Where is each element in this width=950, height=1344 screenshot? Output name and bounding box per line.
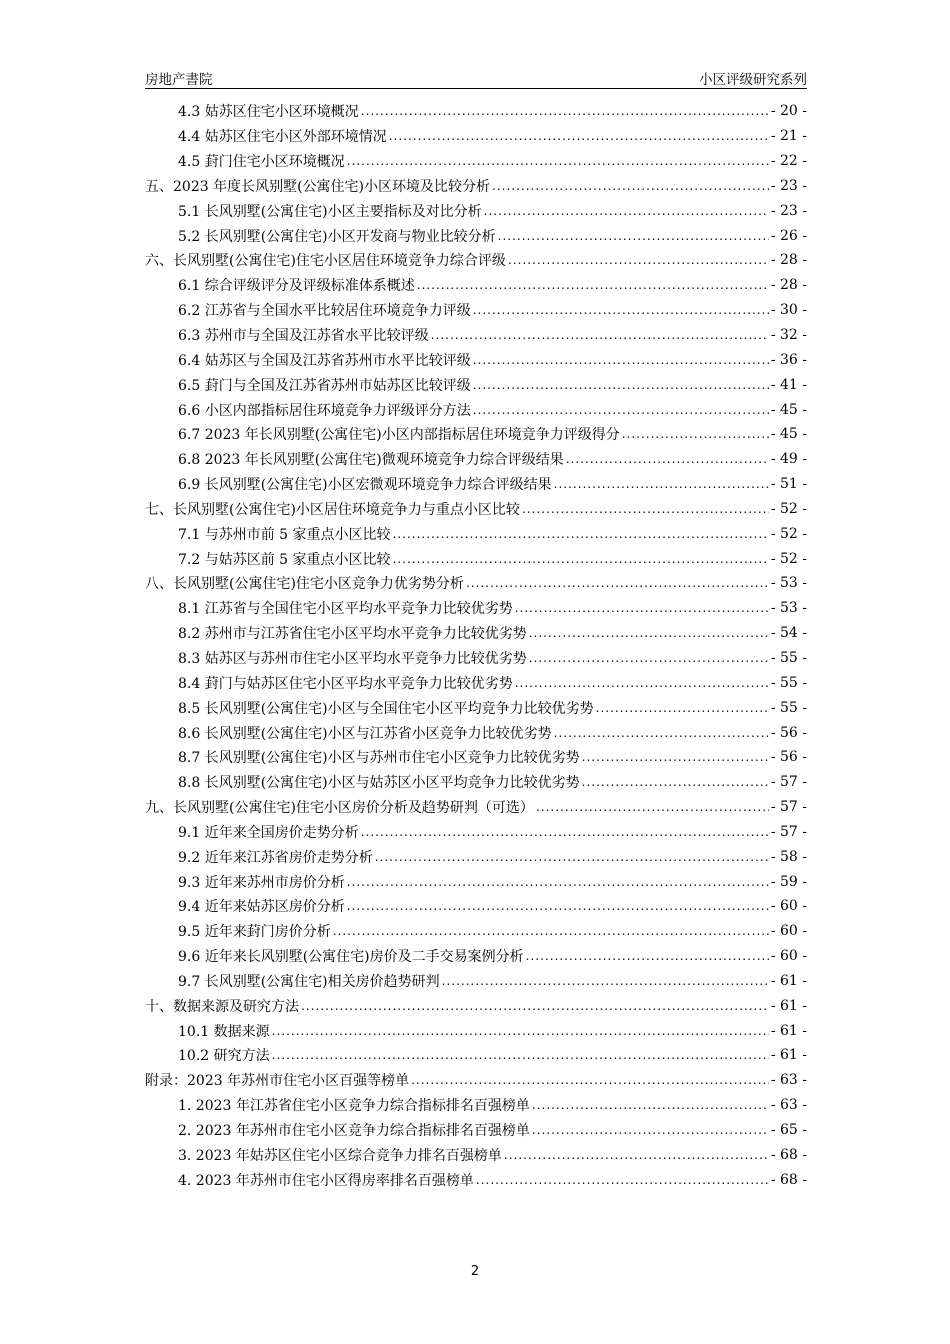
toc-entry-title: 6.2 江苏省与全国水平比较居住环境竞争力评级: [178, 303, 471, 320]
toc-entry-title: 6.4 姑苏区与全国及江苏省苏州市水平比较评级: [178, 352, 471, 369]
toc-entry-title: 8.2 苏州市与江苏省住宅小区平均水平竞争力比较优劣势: [178, 626, 527, 643]
header-right-text: 小区评级研究系列: [699, 72, 807, 88]
toc-entry-title: 五、2023 年度长风别墅(公寓住宅)小区环境及比较分析: [145, 178, 491, 195]
toc-dot-leader: [515, 601, 769, 615]
toc-entry-title: 六、长风别墅(公寓住宅)住宅小区居住环境竞争力综合评级: [145, 253, 506, 270]
toc-entry-title: 九、长风别墅(公寓住宅)住宅小区房价分析及趋势研判（可选）: [145, 800, 534, 817]
toc-entry-title: 七、长风别墅(公寓住宅)小区居住环境竞争力与重点小区比较: [145, 501, 520, 518]
toc-dot-leader: [272, 1048, 769, 1062]
toc-entry[interactable]: [145, 869, 807, 894]
toc-dot-leader: [504, 1148, 769, 1162]
toc-entry-page: - 52 -: [770, 525, 807, 542]
toc-entry-page: - 56 -: [770, 724, 807, 741]
toc-dot-leader: [411, 1073, 769, 1087]
toc-dot-leader: [272, 1024, 769, 1038]
toc-entry-title: 十、数据来源及研究方法: [145, 998, 299, 1015]
toc-entry-title: 1. 2023 年江苏省住宅小区竞争力综合指标排名百强榜单: [178, 1098, 530, 1115]
toc-dot-leader: [554, 726, 769, 740]
toc-entry-page: - 61 -: [770, 1047, 807, 1064]
toc-entry-page: - 32 -: [770, 327, 807, 344]
toc-entry[interactable]: [145, 248, 807, 273]
toc-dot-leader: [347, 154, 769, 168]
toc-entry[interactable]: [145, 695, 807, 720]
toc-dot-leader: [473, 303, 769, 317]
toc-entry-page: - 53 -: [770, 575, 807, 592]
toc-entry[interactable]: [145, 819, 807, 844]
toc-entry[interactable]: [145, 1093, 807, 1118]
toc-entry-page: - 45 -: [770, 401, 807, 418]
toc-dot-leader: [442, 974, 769, 988]
toc-dot-leader: [515, 676, 769, 690]
toc-dot-leader: [532, 1123, 769, 1137]
toc-entry-page: - 21 -: [770, 128, 807, 145]
toc-entry-title: 6.6 小区内部指标居住环境竞争力评级评分方法: [178, 402, 471, 419]
toc-entry-title: 9.7 长风别墅(公寓住宅)相关房价趋势研判: [178, 973, 440, 990]
toc-entry-page: - 55 -: [770, 674, 807, 691]
toc-entry[interactable]: [145, 174, 807, 199]
toc-entry[interactable]: [145, 323, 807, 348]
toc-entry-title: 附录：2023 年苏州市住宅小区百强等榜单: [145, 1073, 410, 1090]
toc-dot-leader: [582, 775, 769, 789]
toc-entry[interactable]: [145, 720, 807, 745]
page-header: [145, 66, 807, 89]
toc-entry-page: - 60 -: [770, 923, 807, 940]
toc-entry-title: 6.3 苏州市与全国及江苏省水平比较评级: [178, 328, 429, 345]
toc-entry[interactable]: [145, 198, 807, 223]
toc-entry[interactable]: [145, 571, 807, 596]
toc-dot-leader: [492, 179, 769, 193]
toc-entry-title: 4.5 葑门住宅小区环境概况: [178, 154, 345, 171]
toc-entry-page: - 60 -: [770, 948, 807, 965]
toc-entry-title: 8.1 江苏省与全国住宅小区平均水平竞争力比较优劣势: [178, 601, 513, 618]
toc-entry[interactable]: [145, 497, 807, 522]
toc-entry-page: - 45 -: [770, 426, 807, 443]
toc-dot-leader: [347, 899, 769, 913]
toc-entry[interactable]: [145, 770, 807, 795]
toc-entry[interactable]: [145, 745, 807, 770]
toc-entry-title: 7.2 与姑苏区前 5 家重点小区比较: [178, 551, 391, 568]
toc-entry-title: 8.3 姑苏区与苏州市住宅小区平均水平竞争力比较优劣势: [178, 650, 527, 667]
toc-entry-page: - 28 -: [770, 277, 807, 294]
toc-entry-page: - 61 -: [770, 1022, 807, 1039]
toc-dot-leader: [431, 328, 769, 342]
toc-entry[interactable]: [145, 223, 807, 248]
toc-entry-page: - 61 -: [770, 997, 807, 1014]
toc-dot-leader: [466, 576, 769, 590]
toc-entry-title: 3. 2023 年姑苏区住宅小区综合竞争力排名百强榜单: [178, 1147, 502, 1164]
toc-entry[interactable]: [145, 149, 807, 174]
toc-entry[interactable]: [145, 1118, 807, 1143]
toc-entry[interactable]: [145, 894, 807, 919]
toc-dot-leader: [476, 1173, 769, 1187]
toc-entry-page: - 63 -: [770, 1072, 807, 1089]
toc-entry[interactable]: [145, 1043, 807, 1068]
toc-entry-title: 9.5 近年来葑门房价分析: [178, 924, 331, 941]
toc-entry-title: 9.4 近年来姑苏区房价分析: [178, 899, 345, 916]
toc-entry-page: - 68 -: [770, 1146, 807, 1163]
toc-dot-leader: [393, 527, 769, 541]
toc-entry-page: - 57 -: [770, 799, 807, 816]
toc-entry-page: - 20 -: [770, 103, 807, 120]
toc-entry-title: 8.8 长风别墅(公寓住宅)小区与姑苏区小区平均竞争力比较优劣势: [178, 775, 580, 792]
toc-entry-page: - 41 -: [770, 376, 807, 393]
toc-entry-title: 8.5 长风别墅(公寓住宅)小区与全国住宅小区平均竞争力比较优劣势: [178, 700, 594, 717]
toc-entry-title: 9.6 近年来长风别墅(公寓住宅)房价及二手交易案例分析: [178, 949, 524, 966]
toc-entry-title: 4.3 姑苏区住宅小区环境概况: [178, 104, 359, 121]
toc-entry-page: - 51 -: [770, 476, 807, 493]
toc-entry-title: 10.1 数据来源: [178, 1023, 270, 1040]
toc-entry-title: 6.1 综合评级评分及评级标准体系概述: [178, 278, 415, 295]
toc-entry-page: - 52 -: [770, 550, 807, 567]
toc-entry-title: 5.2 长风别墅(公寓住宅)小区开发商与物业比较分析: [178, 228, 496, 245]
toc-entry-title: 6.7 2023 年长风别墅(公寓住宅)小区内部指标居住环境竞争力评级得分: [178, 427, 620, 444]
toc-dot-leader: [393, 552, 769, 566]
toc-entry-title: 4.4 姑苏区住宅小区外部环境情况: [178, 129, 387, 146]
toc-entry-page: - 57 -: [770, 823, 807, 840]
toc-dot-leader: [526, 949, 769, 963]
toc-entry-page: - 60 -: [770, 898, 807, 915]
toc-dot-leader: [554, 477, 769, 491]
toc-dot-leader: [347, 875, 769, 889]
toc-entry[interactable]: [145, 521, 807, 546]
toc-entry[interactable]: [145, 472, 807, 497]
toc-entry-page: - 52 -: [770, 500, 807, 517]
toc-entry[interactable]: [145, 919, 807, 944]
toc-entry[interactable]: [145, 670, 807, 695]
toc-entry-page: - 65 -: [770, 1122, 807, 1139]
toc-dot-leader: [473, 403, 769, 417]
toc-entry-title: 8.6 长风别墅(公寓住宅)小区与江苏省小区竞争力比较优劣势: [178, 725, 552, 742]
toc-dot-leader: [361, 104, 769, 118]
toc-entry-page: - 56 -: [770, 749, 807, 766]
toc-dot-leader: [498, 229, 769, 243]
toc-entry-page: - 53 -: [770, 600, 807, 617]
toc-entry[interactable]: [145, 124, 807, 149]
toc-entry[interactable]: [145, 273, 807, 298]
toc-entry-title: 5.1 长风别墅(公寓住宅)小区主要指标及对比分析: [178, 203, 482, 220]
toc-entry[interactable]: [145, 646, 807, 671]
toc-entry-page: - 55 -: [770, 649, 807, 666]
toc-entry[interactable]: [145, 1167, 807, 1192]
toc-entry-page: - 36 -: [770, 351, 807, 368]
toc-dot-leader: [532, 1098, 769, 1112]
toc-entry-title: 7.1 与苏州市前 5 家重点小区比较: [178, 526, 391, 543]
toc-entry[interactable]: [145, 99, 807, 124]
toc-entry[interactable]: [145, 397, 807, 422]
toc-entry-page: - 23 -: [770, 177, 807, 194]
toc-entry-title: 6.5 葑门与全国及江苏省苏州市姑苏区比较评级: [178, 377, 471, 394]
toc-dot-leader: [522, 502, 769, 516]
toc-dot-leader: [484, 204, 769, 218]
toc-dot-leader: [529, 651, 769, 665]
toc-dot-leader: [536, 800, 769, 814]
toc-entry-title: 6.9 长风别墅(公寓住宅)小区宏微观环境竞争力综合评级结果: [178, 477, 552, 494]
toc-entry-page: - 26 -: [770, 227, 807, 244]
toc-entry[interactable]: [145, 1068, 807, 1093]
toc-entry-page: - 28 -: [770, 252, 807, 269]
toc-entry[interactable]: [145, 546, 807, 571]
toc-entry-title: 2. 2023 年苏州市住宅小区竞争力综合指标排名百强榜单: [178, 1123, 530, 1140]
toc-entry-title: 4. 2023 年苏州市住宅小区得房率排名百强榜单: [178, 1172, 474, 1189]
header-left-text: 房地产書院: [145, 72, 213, 88]
toc-dot-leader: [417, 278, 769, 292]
toc-entry[interactable]: [145, 795, 807, 820]
toc-entry-page: - 68 -: [770, 1171, 807, 1188]
toc-entry-title: 9.1 近年来全国房价走势分析: [178, 824, 359, 841]
toc-entry[interactable]: [145, 944, 807, 969]
toc-entry[interactable]: [145, 1142, 807, 1167]
page-number: 2: [470, 1264, 480, 1279]
toc-entry-page: - 54 -: [770, 625, 807, 642]
toc-entry[interactable]: [145, 372, 807, 397]
toc-entry-title: 8.4 葑门与姑苏区住宅小区平均水平竞争力比较优劣势: [178, 675, 513, 692]
toc-entry[interactable]: [145, 1018, 807, 1043]
toc-entry[interactable]: [145, 844, 807, 869]
toc-dot-leader: [566, 452, 769, 466]
toc-entry[interactable]: [145, 447, 807, 472]
toc-entry-page: - 58 -: [770, 848, 807, 865]
toc-dot-leader: [361, 825, 769, 839]
toc-dot-leader: [301, 999, 769, 1013]
toc-dot-leader: [596, 701, 769, 715]
toc-dot-leader: [582, 750, 769, 764]
toc-entry[interactable]: [145, 596, 807, 621]
toc-dot-leader: [473, 378, 769, 392]
toc-entry-title: 10.2 研究方法: [178, 1048, 270, 1065]
toc-entry-title: 9.2 近年来江苏省房价走势分析: [178, 849, 373, 866]
toc-entry-page: - 61 -: [770, 972, 807, 989]
toc-dot-leader: [622, 427, 769, 441]
toc-entry[interactable]: [145, 298, 807, 323]
toc-dot-leader: [529, 626, 769, 640]
toc-entry[interactable]: [145, 621, 807, 646]
toc-entry-page: - 55 -: [770, 699, 807, 716]
toc-entry[interactable]: [145, 993, 807, 1018]
toc-entry[interactable]: [145, 422, 807, 447]
toc-entry-page: - 23 -: [770, 202, 807, 219]
toc-dot-leader: [473, 353, 769, 367]
toc-entry-page: - 57 -: [770, 774, 807, 791]
table-of-contents: [145, 99, 807, 1192]
toc-entry-title: 8.7 长风别墅(公寓住宅)小区与苏州市住宅小区竞争力比较优劣势: [178, 750, 580, 767]
toc-entry[interactable]: [145, 969, 807, 994]
toc-entry-page: - 30 -: [770, 302, 807, 319]
toc-entry-page: - 63 -: [770, 1097, 807, 1114]
toc-entry-page: - 49 -: [770, 451, 807, 468]
toc-entry[interactable]: [145, 347, 807, 372]
toc-entry-title: 9.3 近年来苏州市房价分析: [178, 874, 345, 891]
toc-dot-leader: [333, 924, 769, 938]
toc-entry-title: 6.8 2023 年长风别墅(公寓住宅)微观环境竞争力综合评级结果: [178, 452, 564, 469]
toc-dot-leader: [389, 129, 769, 143]
toc-entry-title: 八、长风别墅(公寓住宅)住宅小区竞争力优劣势分析: [145, 576, 464, 593]
toc-dot-leader: [508, 253, 769, 267]
toc-entry-page: - 22 -: [770, 153, 807, 170]
toc-entry-page: - 59 -: [770, 873, 807, 890]
toc-dot-leader: [375, 850, 769, 864]
